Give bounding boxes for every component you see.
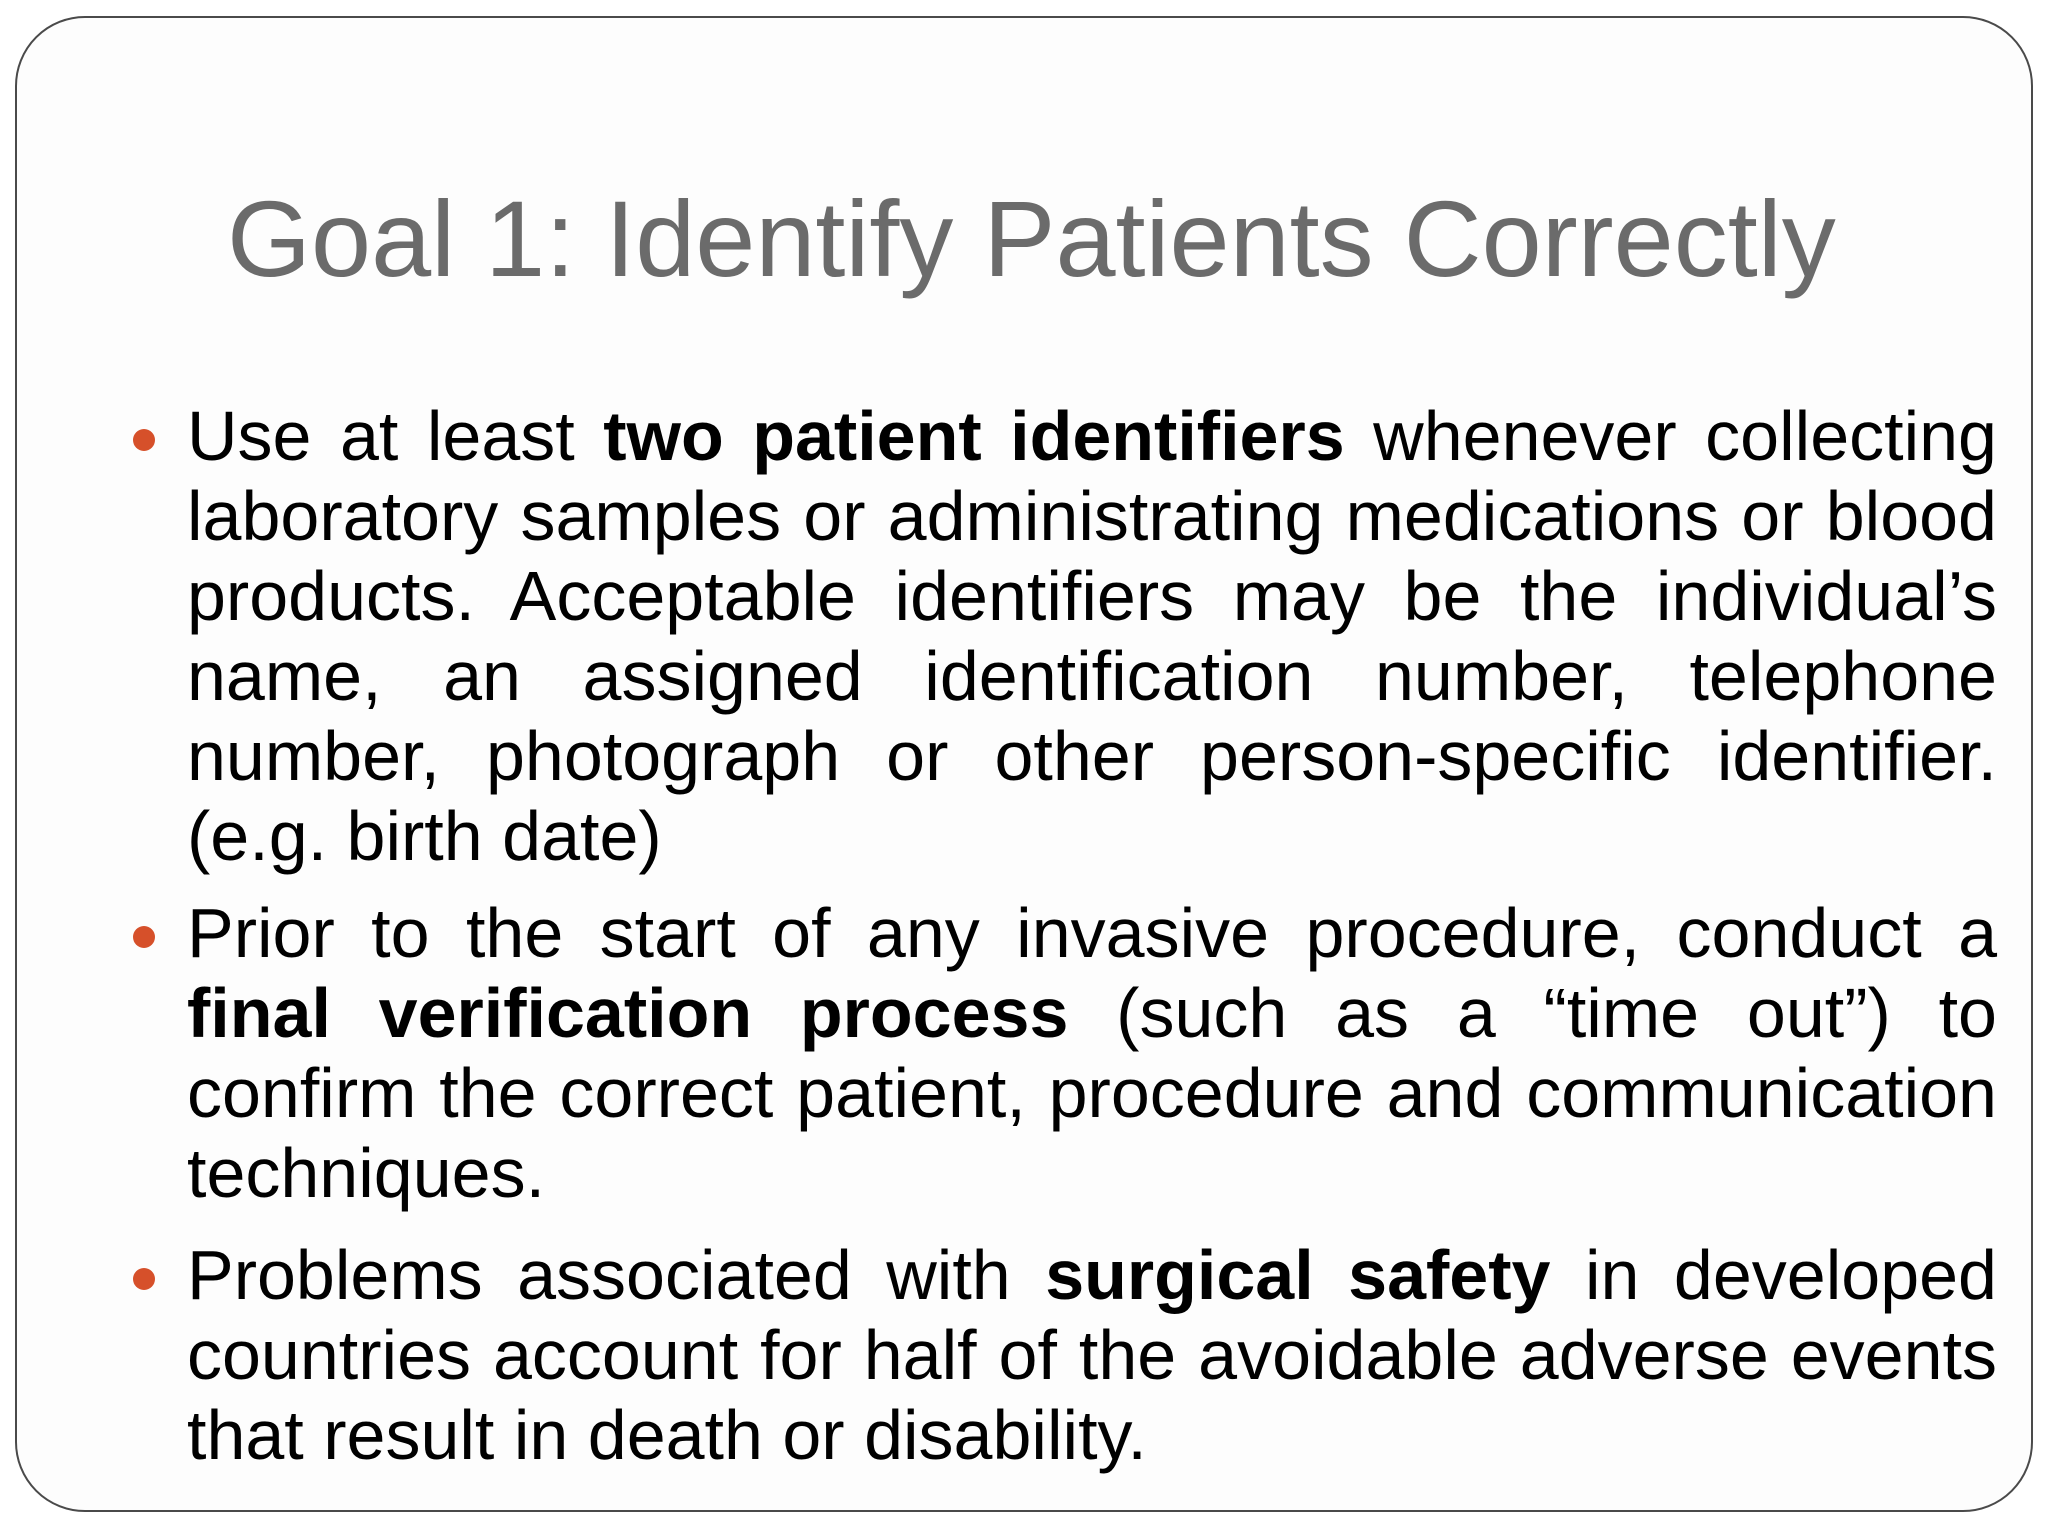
bullet-emphasis: final verification process [187, 974, 1069, 1052]
bullet-text: Use at least [187, 397, 604, 475]
bullet-text: Prior to the start of any invasive procedure, conduct a [187, 894, 1997, 972]
bullet-text: whenever collecting laboratory samples or administrating medications or blood products. Acceptable identifiers may be the individual’s name, an assigned identification number, telephone number, photograph or other person-specific identifier. (e.g. birth date) [187, 397, 1997, 875]
bullet-list [187, 396, 1997, 1492]
bullet-dot-icon [133, 429, 155, 451]
bullet-dot-icon [133, 1268, 155, 1290]
bullet-text: in developed countries account for half of the avoidable adverse events that result in death or disability. [187, 1236, 1997, 1474]
bullet-item [187, 1235, 1997, 1475]
bullet-text: Problems associated with [187, 1236, 1046, 1314]
bullet-dot-icon [133, 926, 155, 948]
bullet-emphasis: surgical safety [1045, 1236, 1551, 1314]
slide-title: Goal 1: Identify Patients Correctly [227, 178, 1836, 299]
slide [15, 16, 2033, 1512]
bullet-item [187, 893, 1997, 1213]
bullet-text: (such as a “time out”) to confirm the correct patient, procedure and communication techniques. [187, 974, 1997, 1212]
bullet-item [187, 396, 1997, 876]
bullet-emphasis: two patient identifiers [603, 397, 1345, 475]
